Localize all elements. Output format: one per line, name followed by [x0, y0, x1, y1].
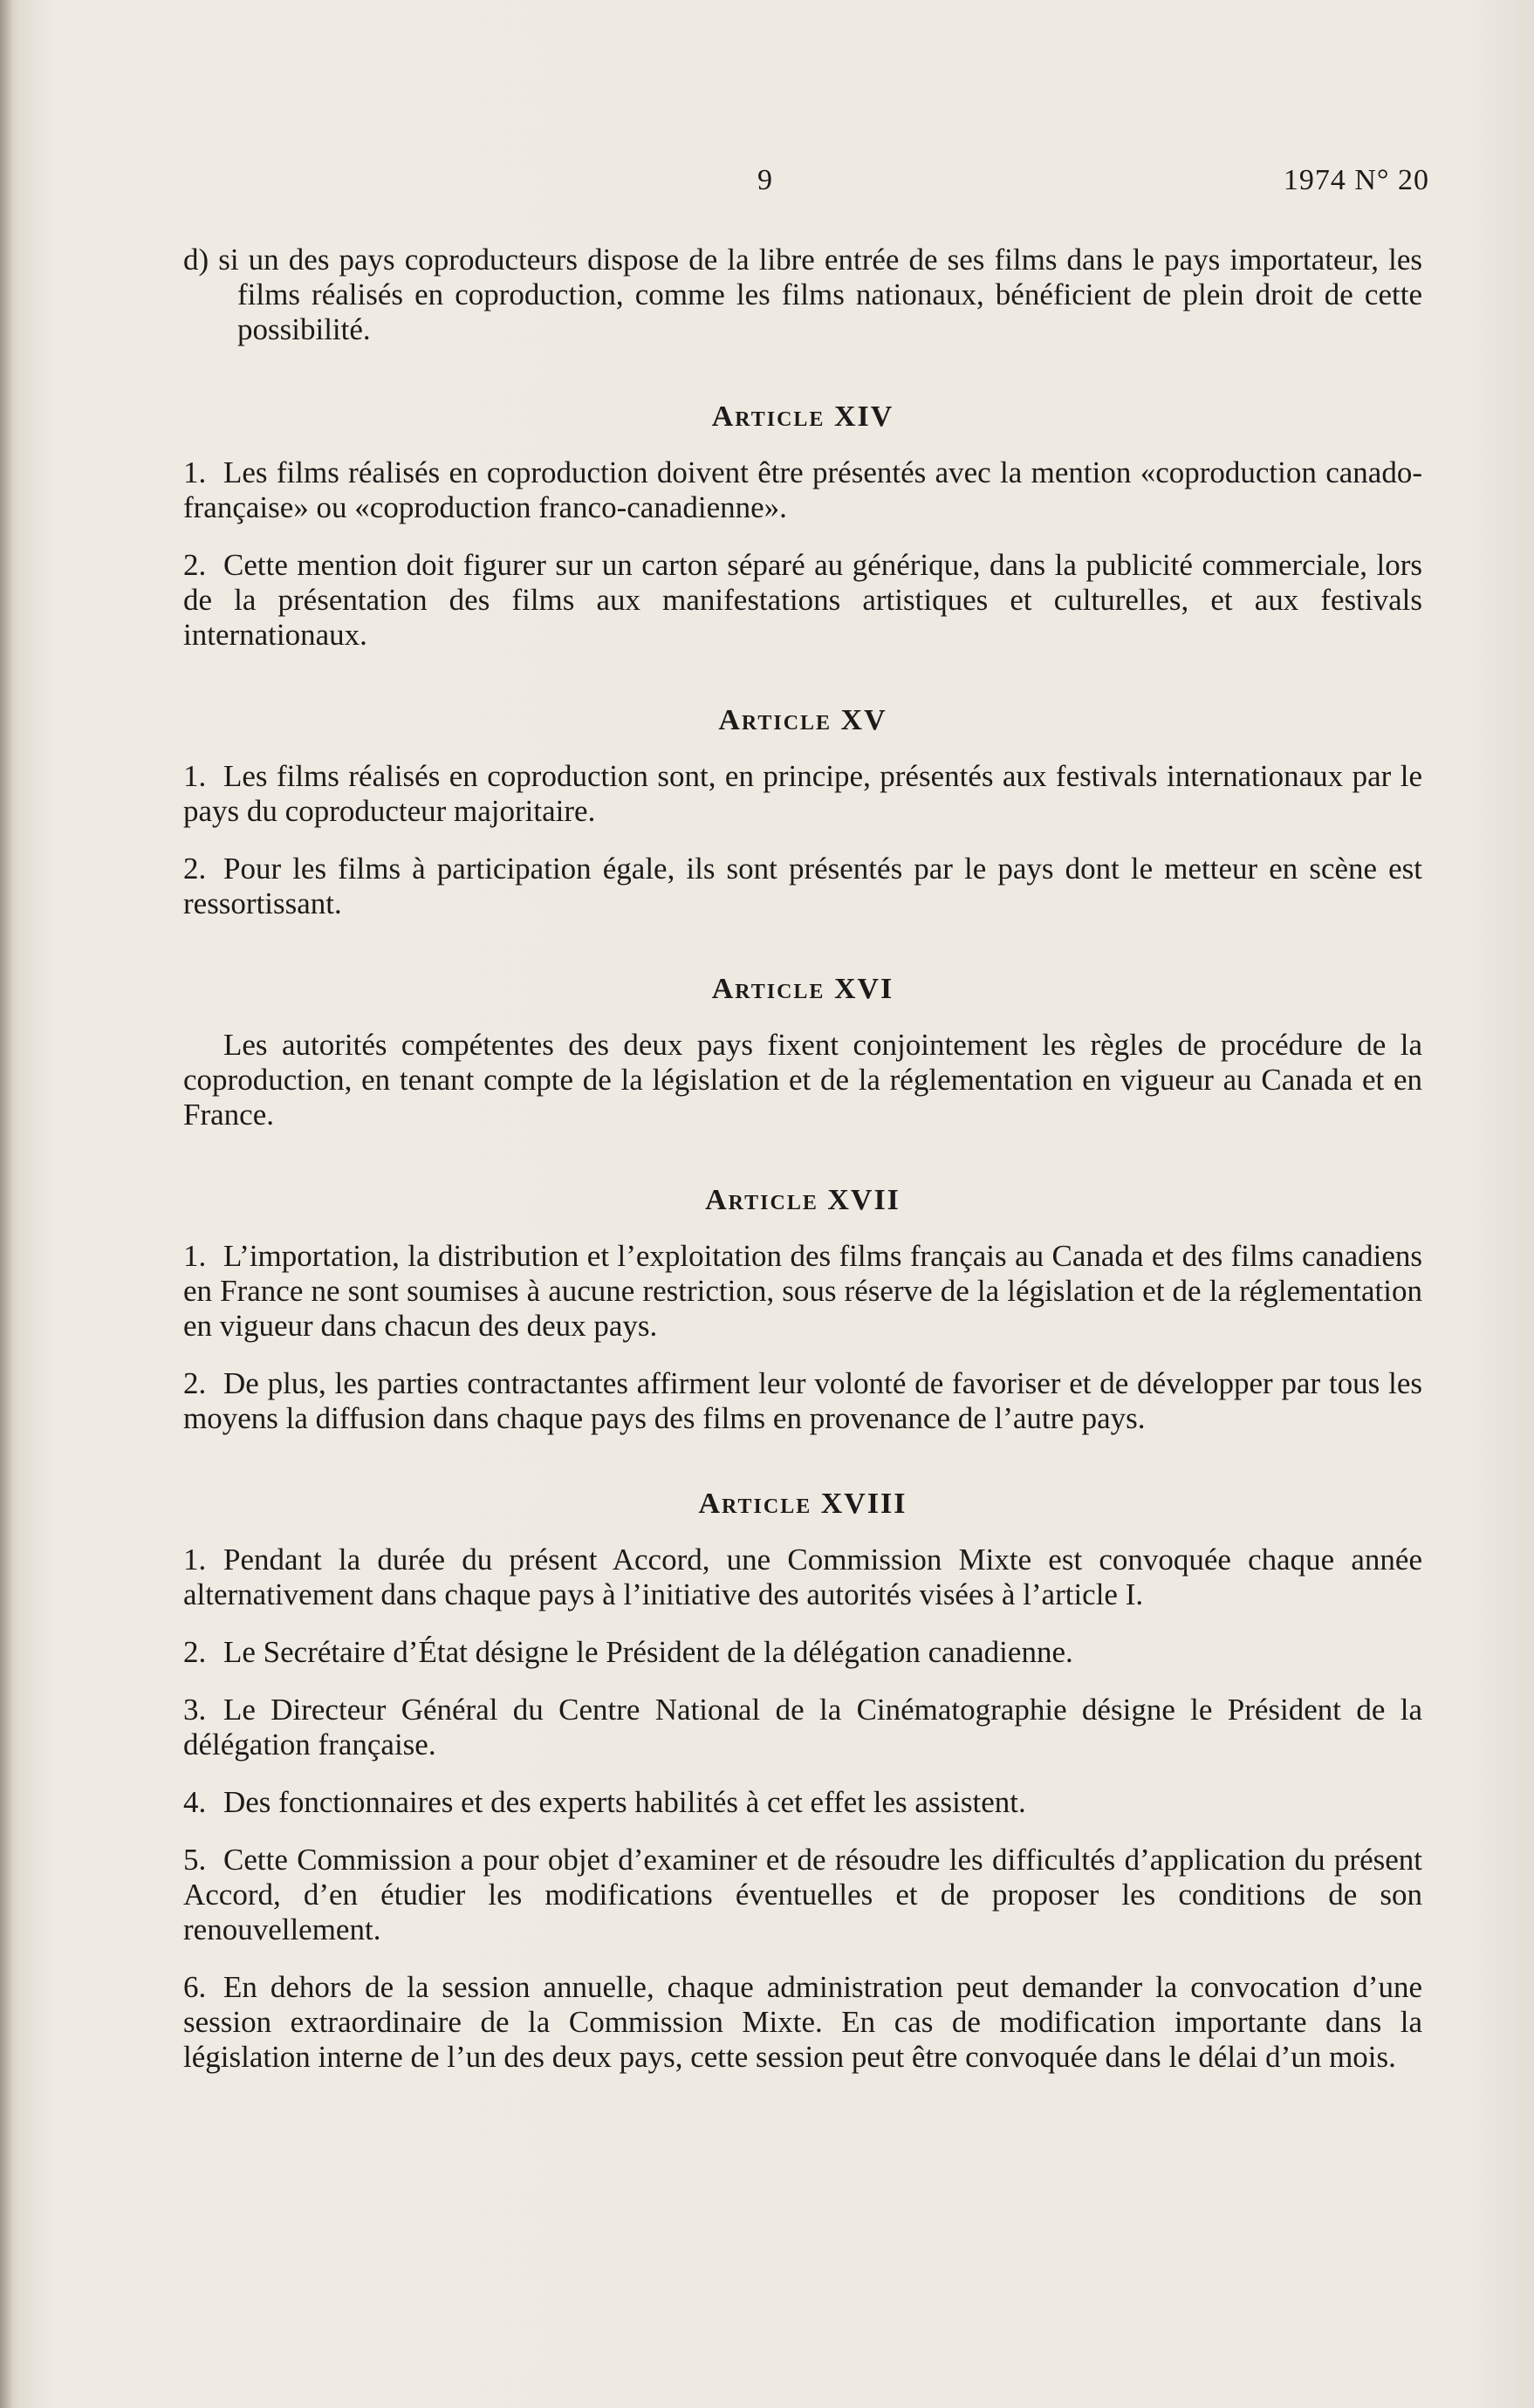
- article-section: [183, 703, 1422, 921]
- paragraph-text: Les films réalisés en coproduction sont, en principe, présentés aux festivals internationaux par le pays du coproducteur majoritaire.: [183, 759, 1422, 828]
- paragraph-text: Cette Commission a pour objet d’examiner et de résoudre les difficultés d’application du présent Accord, d’en étudier les modifications éventuelles et de proposer les conditions de son renouvellement.: [183, 1843, 1422, 1946]
- paragraph-number: 5.: [183, 1843, 207, 1877]
- article-paragraph: [183, 1028, 1422, 1132]
- article-paragraph: [183, 759, 1422, 829]
- page-spine-shadow: [0, 0, 12, 2408]
- article-heading: Article XVII: [705, 1184, 901, 1216]
- article-section: [183, 1487, 1422, 2075]
- paragraph-number: 1.: [183, 455, 207, 489]
- paragraph-number: 1.: [183, 1239, 207, 1273]
- paragraph-text: Les films réalisés en coproduction doivent être présentés avec la mention «coproduction canado- française» ou «coproduction franco-canadienne».: [183, 455, 1422, 524]
- article-paragraph: [183, 1239, 1422, 1344]
- article-paragraph: [183, 1843, 1422, 1947]
- article-paragraph: [183, 548, 1422, 653]
- page-header: [0, 164, 1534, 206]
- article-paragraph: [183, 852, 1422, 921]
- paragraph-number: 2.: [183, 548, 207, 582]
- article-heading: Article XIV: [711, 400, 894, 433]
- paragraph-text: En dehors de la session annuelle, chaque administration peut demander la convocation d’une session extraordinaire de la Commission Mixte. En cas de modification importante dans la législation interne de l’un des deux pays, cette session peut être convoquée dans le délai d’un mois.: [183, 1970, 1422, 2074]
- page-number: 9: [757, 164, 772, 196]
- article-heading: Article XVIII: [698, 1488, 907, 1520]
- article-heading: Article XVI: [711, 973, 894, 1005]
- paragraph-number: 1.: [183, 759, 207, 793]
- paragraph-number: 2.: [183, 852, 207, 886]
- paragraph-text: Des fonctionnaires et des experts habilités à cet effet les assistent.: [223, 1785, 1026, 1819]
- paragraph-number: 3.: [183, 1693, 207, 1727]
- paragraph-number: 6.: [183, 1970, 207, 2004]
- paragraph-text: Le Directeur Général du Centre National de la Cinématographie désigne le Président de la délégation française.: [183, 1693, 1422, 1762]
- paragraph-number: 2.: [183, 1635, 207, 1669]
- article-section: [183, 1183, 1422, 1436]
- article-paragraph: [183, 1785, 1422, 1820]
- paragraph-text: Pendant la durée du présent Accord, une Commission Mixte est convoquée chaque année alternativement dans chaque pays à l’initiative des autorités visées à l’article I.: [183, 1543, 1422, 1611]
- article-paragraph: [183, 1970, 1422, 2075]
- paragraph-number: 2.: [183, 1366, 207, 1400]
- articles-list: [183, 400, 1422, 2075]
- article-paragraph: [183, 1635, 1422, 1670]
- issue-number: 1974 N° 20: [1283, 164, 1429, 196]
- page-body: [183, 243, 1422, 2125]
- paragraph-text: De plus, les parties contractantes affirment leur volonté de favoriser et de développer par tous les moyens la diffusion dans chaque pays des films en provenance de l’autre pays.: [183, 1366, 1422, 1435]
- article-paragraph: [183, 1693, 1422, 1762]
- article-heading: Article XV: [718, 704, 887, 736]
- article-paragraph: [183, 455, 1422, 525]
- paragraph-text: Pour les films à participation égale, ils sont présentés par le pays dont le metteur en scène est ressortissant.: [183, 852, 1422, 920]
- paragraph-text: L’importation, la distribution et l’exploitation des films français au Canada et des films canadiens en France ne sont soumises à aucune restriction, sous réserve de la législation et de la réglementation en vigueur dans chacun des deux pays.: [183, 1239, 1422, 1343]
- paragraph-number: 4.: [183, 1785, 207, 1819]
- paragraph-text: Le Secrétaire d’État désigne le Président de la délégation canadienne.: [223, 1635, 1073, 1669]
- paragraph-text: Cette mention doit figurer sur un carton séparé au générique, dans la publicité commerciale, lors de la présentation des films aux manifestations artistiques et culturelles, et aux festivals internationaux.: [183, 548, 1422, 652]
- paragraph-number: 1.: [183, 1543, 207, 1577]
- article-paragraph: [183, 1543, 1422, 1612]
- article-paragraph: [183, 1366, 1422, 1436]
- article-section: [183, 972, 1422, 1132]
- intro-item-d: d) si un des pays coproducteurs dispose de la libre entrée de ses films dans le pays importateur, les films réalisés en coproduction, comme les films nationaux, bénéficient de plein droit de cette possibilité.: [183, 243, 1422, 346]
- article-section: [183, 400, 1422, 653]
- paragraph-text: Les autorités compétentes des deux pays fixent conjointement les règles de procédure de la coproduction, en tenant compte de la législation et de la réglementation en vigueur au Canada et en France.: [183, 1028, 1422, 1132]
